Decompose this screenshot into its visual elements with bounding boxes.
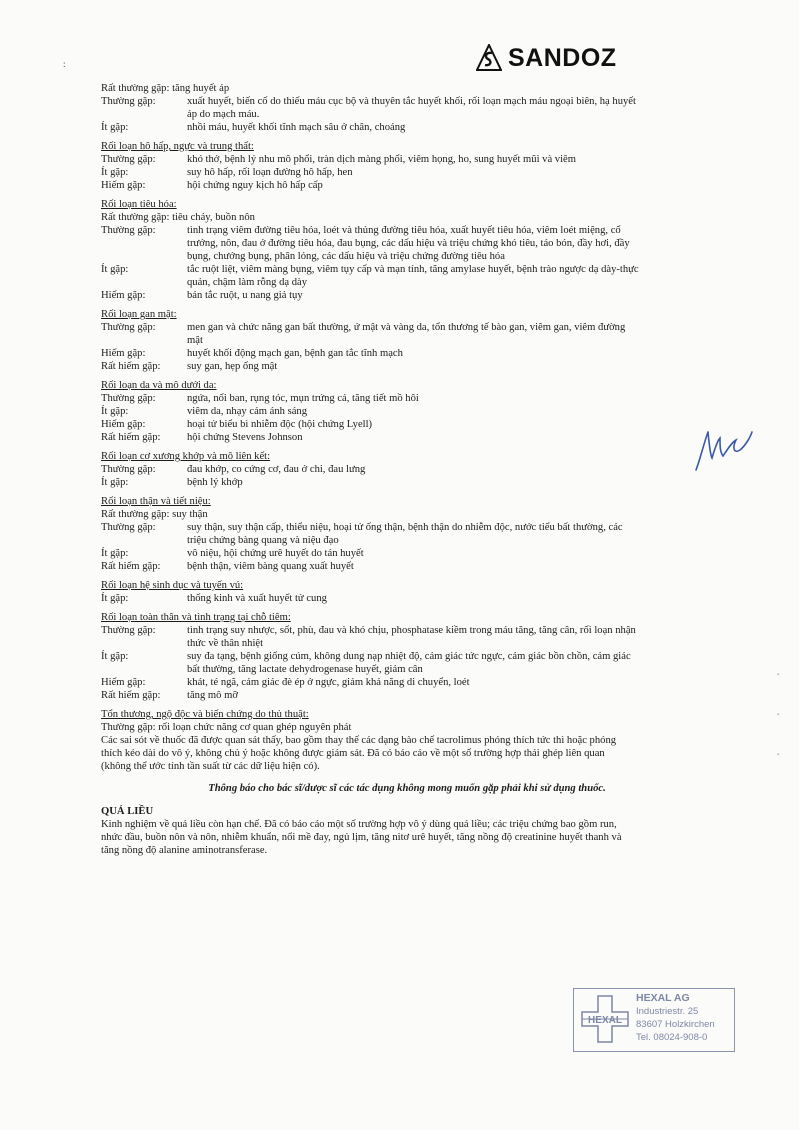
effect-description xyxy=(187,624,713,650)
text-line: tình trạng viêm đường tiêu hóa, loét và thủng đường tiêu hóa, xuất huyết tiêu hóa, viêm loét miệng, cổ xyxy=(187,225,621,236)
text-line: bất thường, tăng lactate dehydrogenase huyết, giảm cân xyxy=(187,664,423,675)
frequency-row xyxy=(101,689,713,702)
effect-description xyxy=(187,321,713,347)
side-effect-section xyxy=(101,379,713,444)
effect-description xyxy=(187,179,713,192)
frequency-label: Hiếm gặp: xyxy=(101,290,146,301)
section-heading: Rối loạn tiêu hóa: xyxy=(101,199,177,210)
text-line: bệnh thận, viêm bàng quang xuất huyết xyxy=(187,561,354,572)
stamp-line: 83607 Holzkirchen xyxy=(636,1019,715,1030)
document-body xyxy=(101,82,713,863)
frequency-label: Ít gặp: xyxy=(101,406,129,417)
text-line: suy thận, suy thận cấp, thiểu niệu, hoại tử ống thận, bệnh thận do nhiễm độc, nước tiểu bất thường, các xyxy=(187,522,623,533)
frequency-label: Hiếm gặp: xyxy=(101,419,146,430)
text-line: nhồi máu, huyết khối tĩnh mạch sâu ở chân, choáng xyxy=(187,122,406,133)
frequency-row xyxy=(101,321,713,347)
overdose-section xyxy=(101,805,713,857)
frequency-row xyxy=(101,624,713,650)
text-line: đau khớp, co cứng cơ, đau ở chi, đau lưng xyxy=(187,464,366,475)
section-heading: Rối loạn toàn thân và tình trạng tại chỗ tiêm: xyxy=(101,612,291,623)
section-heading: Rối loạn hệ sinh dục và tuyến vú: xyxy=(101,580,244,591)
effect-description xyxy=(187,592,713,605)
side-effect-section xyxy=(101,140,713,192)
frequency-label: Thường gặp: xyxy=(101,464,156,475)
frequency-row xyxy=(101,263,713,289)
text-line: hoại tử biểu bì nhiễm độc (hội chứng Lyell) xyxy=(187,419,373,430)
frequency-label: Hiếm gặp: xyxy=(101,180,146,191)
frequency-row xyxy=(101,650,713,676)
text-line: Rất thường gặp: suy thận xyxy=(101,509,208,520)
frequency-label: Rất hiếm gặp: xyxy=(101,561,161,572)
text-line: bệnh lý khớp xyxy=(187,477,243,488)
frequency-row xyxy=(101,153,713,166)
frequency-row xyxy=(101,179,713,192)
frequency-row xyxy=(101,676,713,689)
brand-name: SANDOZ xyxy=(508,44,617,72)
sandoz-logo xyxy=(476,44,652,72)
effect-description xyxy=(187,405,713,418)
effect-description xyxy=(187,547,713,560)
frequency-label: Rất hiếm gặp: xyxy=(101,361,161,372)
stamp-address xyxy=(636,992,715,1044)
frequency-label: Thường gặp: xyxy=(101,625,156,636)
text-line: hội chứng Stevens Johnson xyxy=(187,432,303,443)
side-effect-section xyxy=(101,579,713,605)
adverse-effect-notice: Thông báo cho bác sĩ/dược sĩ các tác dụng không mong muốn gặp phải khi sử dụng thuốc. xyxy=(208,783,606,794)
effect-description xyxy=(187,166,713,179)
side-effect-section xyxy=(101,198,713,302)
frequency-row xyxy=(101,560,713,573)
frequency-row xyxy=(101,592,713,605)
effect-description xyxy=(187,347,713,360)
effect-description xyxy=(187,560,713,573)
text-line: tăng mô mỡ xyxy=(187,690,238,701)
injury-section xyxy=(101,708,713,773)
frequency-row xyxy=(101,418,713,431)
effect-description xyxy=(187,153,713,166)
frequency-row xyxy=(101,289,713,302)
text-line: quản, chậm làm rỗng dạ dày xyxy=(187,277,308,288)
effect-description xyxy=(187,650,713,676)
effect-description xyxy=(187,431,713,444)
text-line: viêm da, nhạy cảm ánh sáng xyxy=(187,406,308,417)
frequency-row xyxy=(101,224,713,263)
frequency-row xyxy=(101,521,713,547)
frequency-label: Ít gặp: xyxy=(101,548,129,559)
stamp-emblem-text: HEXAL xyxy=(588,1015,622,1026)
side-effect-section xyxy=(101,611,713,702)
text-line: khát, té ngã, cảm giác đè ép ở ngực, giảm khả năng di chuyển, loét xyxy=(187,677,470,688)
text-line: suy hô hấp, rối loạn đường hô hấp, hen xyxy=(187,167,353,178)
section-heading: Rối loạn da và mô dưới da: xyxy=(101,380,217,391)
edge-marks: ▪ ▪ ▪ xyxy=(777,672,780,758)
text-line: tắc ruột liệt, viêm màng bụng, viêm tụy cấp và mạn tính, tăng amylase huyết, bệnh trào ngược dạ dày-thực xyxy=(187,264,639,275)
frequency-row xyxy=(101,405,713,418)
frequency-row xyxy=(101,392,713,405)
text-line: nhức đầu, buồn nôn và nôn, nhiễm khuẩn, nổi mề đay, ngủ lịm, tăng nitơ urê huyết, tăng nồng độ creatinine huyết thanh và xyxy=(101,832,622,843)
effect-description xyxy=(187,95,713,121)
frequency-label: Hiếm gặp: xyxy=(101,348,146,359)
text-line: suy đa tạng, bệnh giống cúm, không dung nạp nhiệt độ, cảm giác tức ngực, cảm giác bồn chồn, cảm giác xyxy=(187,651,631,662)
handwritten-signature xyxy=(690,420,758,478)
frequency-row xyxy=(101,360,713,373)
text-line: áp do mạch máu. xyxy=(187,109,260,120)
frequency-label: Thường gặp: xyxy=(101,154,156,165)
text-line: vô niệu, hội chứng urê huyết do tán huyết xyxy=(187,548,364,559)
effect-description xyxy=(187,521,713,547)
frequency-label: Thường gặp: xyxy=(101,96,156,107)
frequency-label: Rất hiếm gặp: xyxy=(101,690,161,701)
frequency-label: Thường gặp: xyxy=(101,522,156,533)
corner-mark: : xyxy=(63,59,66,69)
frequency-label: Ít gặp: xyxy=(101,122,129,133)
effect-description xyxy=(187,463,713,476)
text-line: suy gan, hẹp ống mật xyxy=(187,361,278,372)
side-effect-section xyxy=(101,82,713,134)
text-line: tình trạng suy nhược, sốt, phù, đau và khó chịu, phosphatase kiềm trong máu tăng, tăng cân, rối loạn nhận xyxy=(187,625,636,636)
side-effect-section xyxy=(101,308,713,373)
frequency-row xyxy=(101,476,713,489)
frequency-row xyxy=(101,547,713,560)
stamp-line: Industriestr. 25 xyxy=(636,1006,699,1017)
text-line: (không thể ước tính tần suất từ các dữ liệu hiện có). xyxy=(101,761,320,772)
overdose-title: QUÁ LIỀU xyxy=(101,806,154,817)
side-effect-section xyxy=(101,450,713,489)
section-heading: Rối loạn hô hấp, ngực và trung thất: xyxy=(101,141,254,152)
effect-description xyxy=(187,121,713,134)
text-line: khó thở, bệnh lý nhu mô phổi, tràn dịch màng phổi, viêm họng, ho, sung huyết mũi và viêm xyxy=(187,154,576,165)
stamp-line: Tel. 08024-908-0 xyxy=(636,1032,708,1043)
text-line: trướng, nôn, đau ở đường tiêu hóa, đau bụng, các dấu hiệu và triệu chứng khó tiêu, táo bón, đầy hơi, đầy xyxy=(187,238,630,249)
section-heading: Rối loạn thận và tiết niệu: xyxy=(101,496,211,507)
frequency-label: Ít gặp: xyxy=(101,264,129,275)
effect-description xyxy=(187,418,713,431)
side-effect-section xyxy=(101,495,713,573)
effect-description xyxy=(187,392,713,405)
section-heading: Rối loạn cơ xương khớp và mô liên kết: xyxy=(101,451,271,462)
stamp-line: HEXAL AG xyxy=(636,992,690,1004)
effect-description xyxy=(187,476,713,489)
effect-description xyxy=(187,360,713,373)
effect-description xyxy=(187,263,713,289)
frequency-label: Rất hiếm gặp: xyxy=(101,432,161,443)
frequency-label: Thường gặp: xyxy=(101,225,156,236)
text-line: ngứa, nổi ban, rụng tóc, mụn trứng cá, tăng tiết mồ hôi xyxy=(187,393,419,404)
frequency-row xyxy=(101,95,713,121)
text-line: tăng nồng độ alanine aminotransferase. xyxy=(101,845,268,856)
text-line: triệu chứng bàng quang và niệu đạo xyxy=(187,535,339,546)
text-line: xuất huyết, biến cố do thiếu máu cục bộ và thuyên tắc huyết khối, rối loạn mạch máu ngoại biên, hạ huyết xyxy=(187,96,636,107)
frequency-label: Hiếm gặp: xyxy=(101,677,146,688)
hexal-cross-emblem-icon xyxy=(580,994,630,1044)
section-heading: Rối loạn gan mật: xyxy=(101,309,177,320)
effect-description xyxy=(187,289,713,302)
text-line: men gan và chức năng gan bất thường, ứ mật và vàng da, tổn thương tế bào gan, viêm gan, viêm đường xyxy=(187,322,626,333)
text-line: huyết khối động mạch gan, bệnh gan tắc tĩnh mạch xyxy=(187,348,403,359)
frequency-row xyxy=(101,431,713,444)
text-line: Các sai sót về thuốc đã được quan sát thấy, bao gồm thay thế các dạng bào chế tacrolimus phóng thích tức thì hoặc phóng xyxy=(101,735,617,746)
text-line: bán tắc ruột, u nang giả tụy xyxy=(187,290,303,301)
text-line: thống kinh và xuất huyết tử cung xyxy=(187,593,327,604)
text-line: hội chứng nguy kịch hô hấp cấp xyxy=(187,180,323,191)
effect-description xyxy=(187,689,713,702)
text-line: Rất thường gặp: tiêu chảy, buồn nôn xyxy=(101,212,255,223)
effect-description xyxy=(187,224,713,263)
frequency-row xyxy=(101,347,713,360)
frequency-row xyxy=(101,166,713,179)
frequency-label: Ít gặp: xyxy=(101,651,129,662)
text-line: Kinh nghiệm về quá liều còn hạn chế. Đã có báo cáo một số trường hợp vô ý dùng quá liều; các triệu chứng bao gồm run, xyxy=(101,819,617,830)
text-line: Rất thường gặp: tăng huyết áp xyxy=(101,83,230,94)
frequency-label: Ít gặp: xyxy=(101,477,129,488)
section-heading: Tổn thương, ngộ độc và biến chứng do thủ thuật: xyxy=(101,709,309,720)
sandoz-logo-mark-icon xyxy=(476,44,502,72)
frequency-label: Ít gặp: xyxy=(101,167,129,178)
frequency-row xyxy=(101,463,713,476)
effect-description xyxy=(187,676,713,689)
frequency-label: Ít gặp: xyxy=(101,593,129,604)
frequency-row xyxy=(101,121,713,134)
company-stamp xyxy=(573,988,735,1052)
frequency-label: Thường gặp: xyxy=(101,393,156,404)
text-line: mật xyxy=(187,335,203,346)
text-line: thức về thân nhiệt xyxy=(187,638,264,649)
text-line: thích kéo dài do vô ý, không chủ ý hoặc không được giám sát. Đã có báo cáo về một số trường hợp thải ghép liên quan xyxy=(101,748,605,759)
text-line: bụng, chướng bụng, phân lỏng, các dấu hiệu và triệu chứng đường tiêu hóa xyxy=(187,251,505,262)
text-line: Thường gặp: rối loạn chức năng cơ quan ghép nguyên phát xyxy=(101,722,352,733)
frequency-label: Thường gặp: xyxy=(101,322,156,333)
